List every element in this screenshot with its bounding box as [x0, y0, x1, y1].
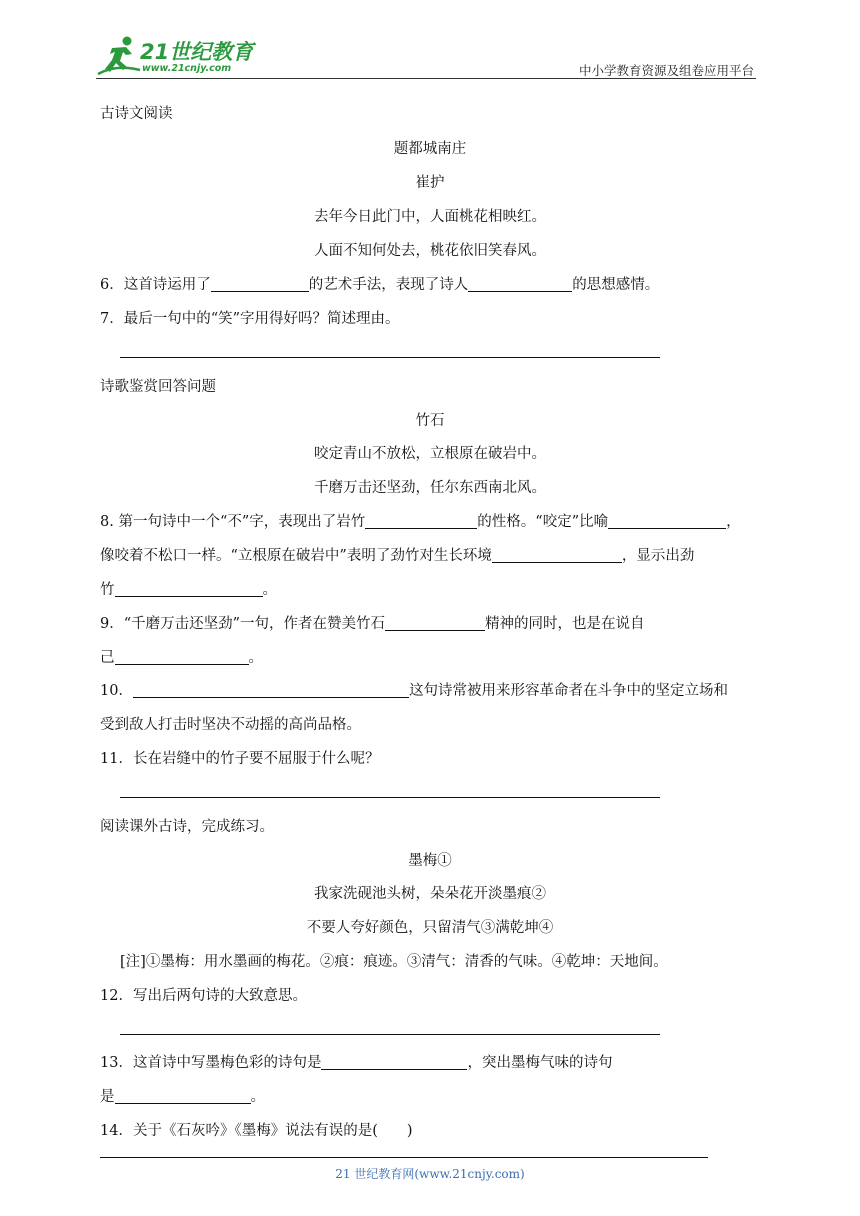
- poem-author: 崔护: [415, 175, 445, 191]
- question-text: 的艺术手法，表现了诗人: [308, 277, 469, 293]
- logo-url: www.21cnjy.com: [142, 63, 232, 74]
- answer-blank[interactable]: [133, 681, 409, 698]
- question-text: 。: [248, 650, 263, 666]
- question-text: 己: [100, 650, 115, 666]
- question-text: 10．: [100, 683, 133, 699]
- question-text: 9．“千磨万击还坚劲”一句，作者在赞美竹石: [100, 616, 386, 632]
- answer-blank[interactable]: [115, 1087, 251, 1104]
- question-10: [100, 681, 728, 701]
- site-logo[interactable]: [96, 34, 266, 78]
- answer-blank[interactable]: [211, 275, 309, 292]
- answer-blank[interactable]: [608, 512, 726, 529]
- poem-title: 竹石: [415, 413, 445, 429]
- poem-line: 去年今日此门中，人面桃花相映红。: [314, 209, 546, 225]
- footer-divider: [100, 1157, 708, 1158]
- poem-line: 人面不知何处去，桃花依旧笑春风。: [314, 243, 546, 259]
- poem-note: [注]①墨梅：用水墨画的梅花。②痕：痕迹。③清气：清香的气味。④乾坤：天地间。: [120, 954, 668, 970]
- answer-blank[interactable]: [385, 614, 485, 631]
- logo-text: 21世纪教育: [140, 40, 254, 64]
- question-text: 6．这首诗运用了: [100, 277, 211, 293]
- answer-blank[interactable]: [492, 546, 622, 563]
- question-text: 的性格。“咬定”比喻: [477, 514, 609, 530]
- question-text: 的思想感情。: [572, 277, 660, 293]
- question-6: [100, 275, 659, 295]
- answer-blank[interactable]: [115, 580, 263, 597]
- section-heading: 古诗文阅读: [100, 106, 173, 122]
- answer-line[interactable]: [120, 357, 660, 358]
- question-9-cont: [100, 648, 263, 668]
- question-13: [100, 1053, 612, 1073]
- question-text: 精神的同时，也是在说自: [485, 616, 645, 632]
- poem-line: 千磨万击还坚劲，任尔东西南北风。: [314, 480, 546, 496]
- question-text: 是: [100, 1089, 115, 1105]
- answer-blank[interactable]: [365, 512, 477, 529]
- question-text: 。: [250, 1089, 265, 1105]
- question-text: 竹: [100, 582, 115, 598]
- answer-blank[interactable]: [468, 275, 572, 292]
- answer-line[interactable]: [120, 797, 660, 798]
- question-7: 7．最后一句中的“笑”字用得好吗？简述理由。: [100, 311, 400, 327]
- poem-line: 我家洗砚池头树，朵朵花开淡墨痕②: [314, 886, 546, 902]
- question-text: 13．这首诗中写墨梅色彩的诗句是: [100, 1055, 322, 1071]
- question-9: [100, 614, 645, 634]
- poem-title: 墨梅①: [408, 853, 452, 869]
- answer-blank[interactable]: [321, 1053, 467, 1070]
- poem-line: 咬定青山不放松，立根原在破岩中。: [314, 446, 546, 462]
- poem-title: 题都城南庄: [393, 141, 467, 157]
- question-text: ，突出墨梅气味的诗句: [467, 1055, 613, 1071]
- question-8-cont: [100, 546, 694, 566]
- question-12: 12．写出后两句诗的大致意思。: [100, 988, 307, 1004]
- question-11: 11．长在岩缝中的竹子要不屈服于什么呢？: [100, 751, 380, 767]
- answer-blank[interactable]: [115, 648, 249, 665]
- question-text: ，: [726, 514, 741, 530]
- question-text: 这句诗常被用来形容革命者在斗争中的坚定立场和: [408, 683, 728, 699]
- question-14: 14．关于《石灰吟》《墨梅》说法有误的是( ): [100, 1123, 413, 1139]
- question-10-cont: 受到敌人打击时坚决不动摇的高尚品格。: [100, 717, 361, 733]
- platform-name: 中小学教育资源及组卷应用平台: [578, 63, 754, 78]
- question-8-cont: [100, 580, 277, 600]
- question-text: 。: [262, 582, 277, 598]
- question-text: ，显示出劲: [621, 548, 695, 564]
- question-text: 像咬着不松口一样。“立根原在破岩中”表明了劲竹对生长环境: [100, 548, 492, 564]
- answer-line[interactable]: [120, 1034, 660, 1035]
- question-13-cont: [100, 1087, 265, 1107]
- footer-text[interactable]: 21 世纪教育网(www.21cnjy.com): [335, 1167, 525, 1181]
- section-heading: 阅读课外古诗，完成练习。: [100, 819, 274, 835]
- question-text: 8. 第一句诗中一个“不”字，表现出了岩竹: [100, 514, 366, 530]
- section-heading: 诗歌鉴赏回答问题: [100, 379, 216, 395]
- runner-logo-icon: [96, 34, 142, 78]
- poem-line: 不要人夸好颜色，只留清气③满乾坤④: [306, 920, 554, 936]
- header-divider: [96, 78, 756, 79]
- question-8: [100, 512, 741, 532]
